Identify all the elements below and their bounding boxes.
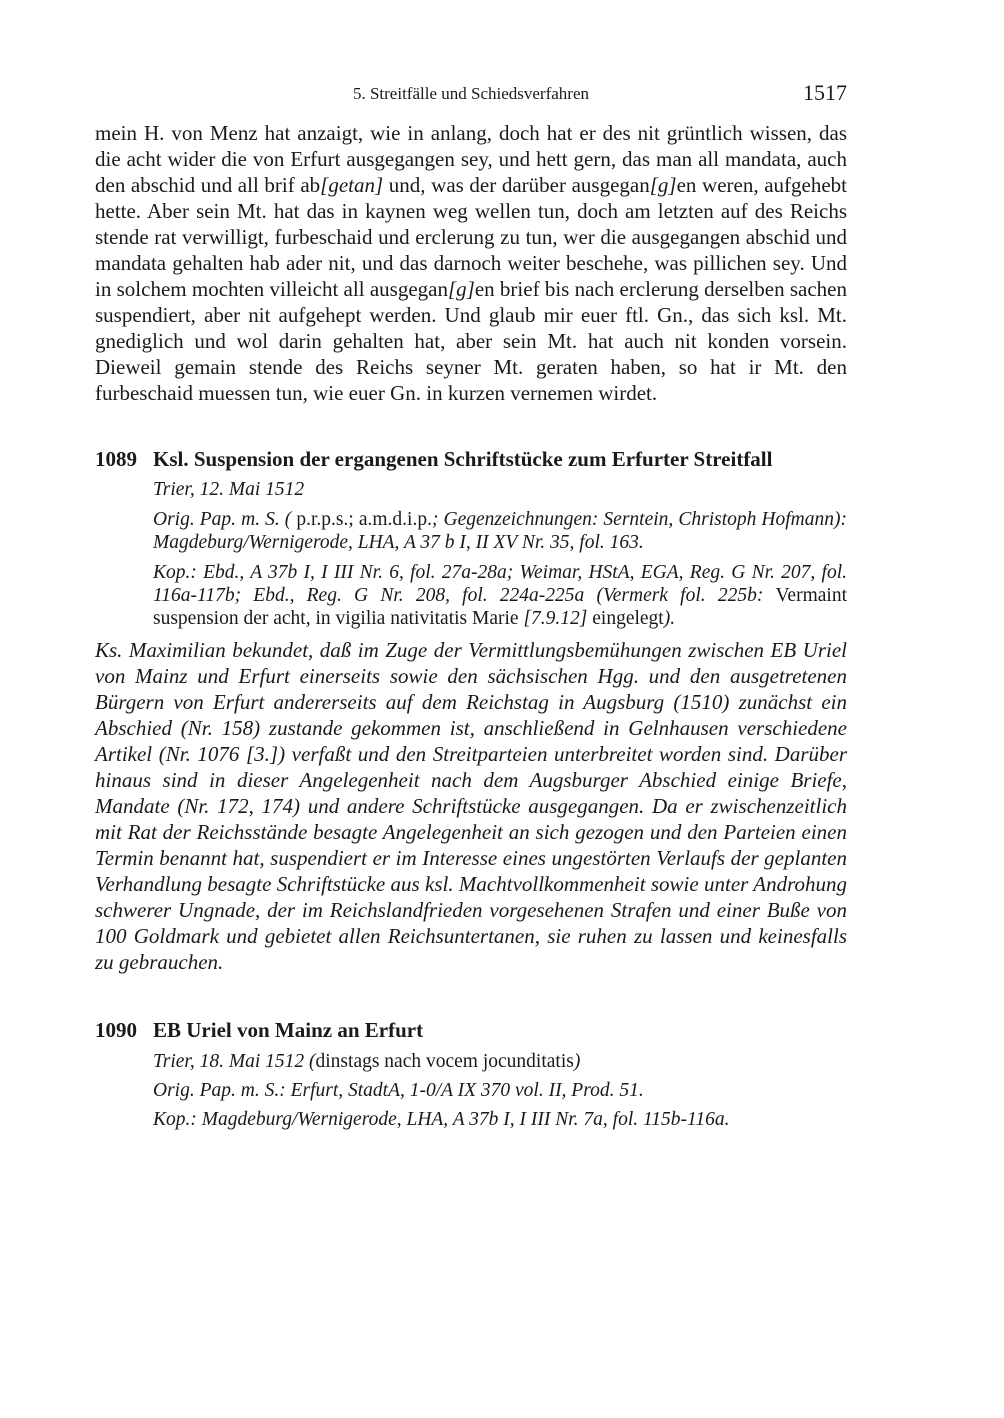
editorial-insertion: [g] — [649, 173, 677, 197]
intro-paragraph — [95, 120, 847, 406]
entry-heading — [95, 1017, 847, 1043]
entry-heading — [95, 446, 847, 472]
original-source: Orig. Pap. m. S.: Erfurt, StadtA, 1-0/A IX 370 vol. II, Prod. 51. — [153, 1080, 644, 1101]
intro-text-3: en weren, aufgehebt hette. Aber sein Mt. hat das in kaynen weg wellen tun, doch am letzten auf des Reichs stende rat verwilligt, furbeschaid und erclerung zu tun, wer die ausgegangen abschid und mandata gehalten hab ader nit, und das darnoch weiter beschehe, was pillichen sey. Und in solchem mochten villeicht all ausgegan — [95, 173, 847, 301]
entry-1090 — [95, 1017, 847, 1134]
entry-date-quote: dinstags nach vocem jocunditatis — [315, 1051, 574, 1072]
copy-sources-part: Kop.: Ebd., A 37b I, I III Nr. 6, fol. 27a-28a; Weimar, HStA, EGA, Reg. G Nr. 207, fol. 116a-117b; Ebd., Reg. G Nr. 208, fol. 224a-225a (Vermerk fol. 225b: — [153, 562, 847, 606]
entry-number: 1089 — [95, 447, 137, 471]
entry-number: 1090 — [95, 1018, 137, 1042]
intro-text-4: en brief bis nach erclerung derselben sachen suspendiert, aber nit aufgehept werden. Und glaub mir euer ftl. Gn., das sich ksl. Mt. gnediglich und wol darin gehalten hat, aber sein Mt. hat auch nit konden vorsein. Dieweil gemain stende des Reichs seyner Mt. geraten haben, so hat ir Mt. den furbeschaid muessen tun, wie euer Gn. in kurzen vernemen wirdet. — [95, 277, 847, 405]
intro-text-2: und, was der darüber ausgegan — [383, 173, 650, 197]
page-number: 1517 — [803, 80, 847, 105]
copy-sources-date: [7.9.12] — [523, 608, 588, 629]
copy-sources — [153, 561, 847, 630]
original-source-quote: p.r.p.s.; a.m.d.i.p. — [291, 509, 432, 530]
page-body — [95, 120, 847, 1134]
entry-date: Trier, 12. Mai 1512 — [153, 479, 305, 500]
copy-sources-quote: eingelegt — [587, 608, 664, 629]
editorial-insertion: [g] — [447, 277, 475, 301]
running-title: 5. Streitfälle und Schiedsverfahren — [352, 84, 590, 103]
entry-date-part: Trier, 18. Mai 1512 ( — [153, 1051, 316, 1072]
copy-sources-part: ). — [663, 608, 676, 629]
original-source-part: Orig. Pap. m. S. ( — [153, 509, 292, 530]
intro-text-1: mein H. von Menz hat anzaigt, wie in anlang, doch hat er des nit grüntlich wissen, das die acht wider die von Erfurt ausgegangen sey, und hett gern, das man all mandata, auch den abschid und all brif ab — [95, 121, 847, 197]
original-source-part: ; Gegenzeichnungen: Serntein, Christoph Hofmann): Magdeburg/Wernigerode, LHA, A 37 b I, II XV Nr. 35, fol. 163. — [153, 509, 847, 553]
original-source — [153, 508, 847, 554]
regest-summary: Ks. Maximilian bekundet, daß im Zuge der Vermittlungsbemühungen zwischen EB Uriel von Mainz und Erfurt einerseits sowie den sächsischen Hgg. und den ausgetretenen Bürgern von Erfurt andererseits auf dem Reichstag in Augsburg (1510) zunächst ein Abschied (Nr. 158) zustande gekommen ist, anschließend in Gelnhausen verschiedene Artikel (Nr. 1076 [3.]) verfaßt und den Streitparteien unterbreitet worden sind. Darüber hinaus sind in dieser Angelegenheit nach dem Augsburger Abschied einige Briefe, Mandate (Nr. 172, 174) und andere Schriftstücke ausgegangen. Da er zwischenzeitlich mit Rat der Reichsstände besagte Angelegenheit an sich gezogen und den Parteien einen Termin benannt hat, suspendiert er im Interesse eines ungestörten Verlaufs der geplanten Verhandlung besagte Schriftstücke aus ksl. Machtvollkommenheit sowie unter Androhung schwerer Ungnade, der im Reichslandfrieden vorgesehenen Strafen und einer Buße von 100 Goldmark und gebietet allen Reichsuntertanen, sie ruhen zu lassen und keinesfalls zu gebrauchen. — [95, 638, 847, 974]
entry-title: EB Uriel von Mainz an Erfurt — [153, 1018, 424, 1042]
entry-1089 — [95, 446, 847, 975]
entry-title: Ksl. Suspension der ergangenen Schriftstücke zum Erfurter Streitfall — [153, 447, 773, 471]
editorial-insertion: [getan] — [320, 173, 384, 197]
entry-date-part: ) — [573, 1051, 581, 1072]
copy-sources-quote: Vermaint suspension der acht, in vigilia nativitatis Marie — [153, 585, 847, 629]
entry-date — [153, 1047, 847, 1076]
copy-sources: Kop.: Magdeburg/Wernigerode, LHA, A 37b I, I III Nr. 7a, fol. 115b-116a. — [153, 1109, 730, 1130]
running-head — [95, 80, 847, 108]
